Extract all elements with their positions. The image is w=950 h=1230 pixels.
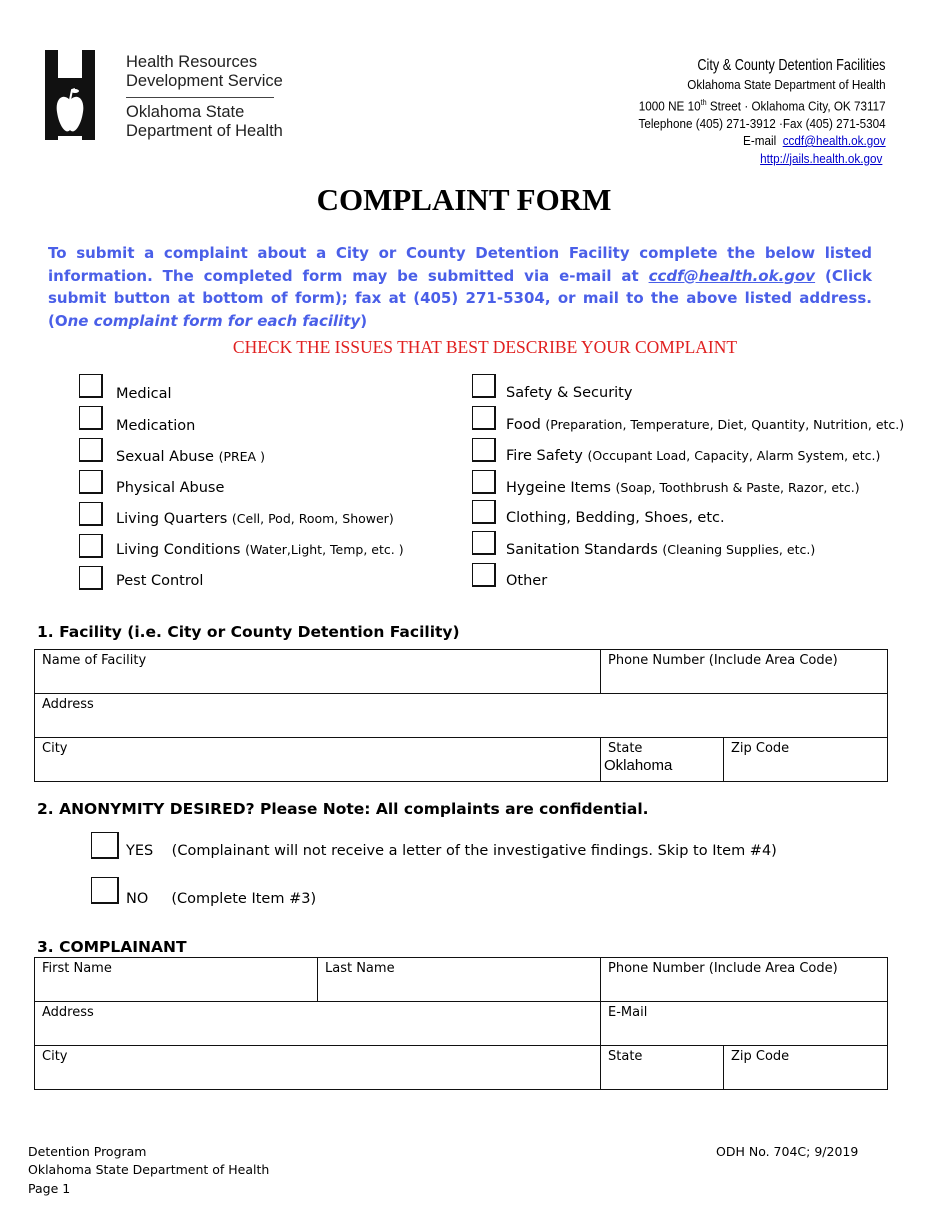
issue-medication-label: Medication bbox=[116, 418, 196, 434]
anonymity-no-label: NO (Complete Item #3) bbox=[126, 891, 317, 907]
issue-other-checkbox[interactable] bbox=[472, 563, 496, 587]
website-line bbox=[639, 150, 886, 168]
intro-instructions: To submit a complaint about a City or County Detention Facility complete the below listed information. The completed form may be submitted via e-mail at ccdf@health.ok.gov (Click submit button at bottom of form); fax at (405) 271-5304, or mail to the above listed address. (One complaint form for each facility) bbox=[48, 244, 872, 330]
complainant-first-name-field[interactable]: First Name bbox=[35, 958, 318, 1002]
footer-page: Page 1 bbox=[28, 1180, 71, 1196]
footer-form-number: ODH No. 704C; 9/2019 bbox=[716, 1144, 859, 1159]
issue-medication-checkbox[interactable] bbox=[79, 406, 103, 430]
issue-living-conditions-label: Living Conditions (Water,Light, Temp, etc. ) bbox=[116, 542, 404, 558]
intro-email-link[interactable]: ccdf@health.ok.gov bbox=[648, 266, 816, 285]
issue-safety-security-checkbox[interactable] bbox=[472, 374, 496, 398]
logo-line-2: Development Service bbox=[126, 72, 283, 90]
odh-logo bbox=[45, 50, 95, 140]
facility-city-field[interactable]: City bbox=[35, 738, 601, 782]
issue-safety-security-label: Safety & Security bbox=[506, 385, 633, 401]
section-3-title: 3. COMPLAINANT bbox=[37, 938, 187, 956]
phone-fax: Telephone (405) 271-3912 ·Fax (405) 271-5304 bbox=[638, 115, 886, 131]
issue-clothing-label: Clothing, Bedding, Shoes, etc. bbox=[506, 510, 725, 526]
complainant-zip-field[interactable]: Zip Code bbox=[724, 1046, 888, 1090]
section-1-title: 1. Facility (i.e. City or County Detention Facility) bbox=[37, 623, 460, 641]
issue-pest-control-checkbox[interactable] bbox=[79, 566, 103, 590]
contact-block bbox=[611, 56, 886, 167]
complainant-address-field[interactable]: Address bbox=[35, 1002, 601, 1046]
issue-food-checkbox[interactable] bbox=[472, 406, 496, 430]
section-2-title: 2. ANONYMITY DESIRED? Please Note: All complaints are confidential. bbox=[37, 800, 649, 818]
footer-program: Detention Program bbox=[28, 1144, 147, 1159]
page-title: COMPLAINT FORM bbox=[316, 182, 612, 217]
complainant-phone-field[interactable]: Phone Number (Include Area Code) bbox=[601, 958, 888, 1002]
logo-line-1: Health Resources bbox=[126, 53, 258, 71]
facility-state-field[interactable]: State Oklahoma bbox=[601, 738, 724, 782]
anonymity-no-checkbox[interactable] bbox=[91, 877, 119, 904]
issue-physical-abuse-label: Physical Abuse bbox=[116, 480, 225, 496]
facility-address-field[interactable]: Address bbox=[35, 694, 888, 738]
complainant-last-name-field[interactable]: Last Name bbox=[318, 958, 601, 1002]
dept-name: Oklahoma State Department of Health bbox=[687, 77, 886, 92]
issue-living-quarters-checkbox[interactable] bbox=[79, 502, 103, 526]
issue-food-label: Food (Preparation, Temperature, Diet, Quantity, Nutrition, etc.) bbox=[506, 417, 905, 433]
issue-sanitation-label: Sanitation Standards (Cleaning Supplies, etc.) bbox=[506, 542, 816, 558]
issue-clothing-checkbox[interactable] bbox=[472, 500, 496, 524]
issue-fire-safety-label: Fire Safety (Occupant Load, Capacity, Alarm System, etc.) bbox=[506, 448, 881, 464]
issue-medical-label: Medical bbox=[116, 386, 172, 402]
issue-sexual-abuse-checkbox[interactable] bbox=[79, 438, 103, 462]
issue-hygeine-items-checkbox[interactable] bbox=[472, 470, 496, 494]
org-name: City & County Detention Facilities bbox=[697, 57, 886, 74]
anonymity-yes-checkbox[interactable] bbox=[91, 832, 119, 859]
apple-logo-icon bbox=[45, 50, 95, 140]
footer-left bbox=[28, 1143, 269, 1198]
logo-divider bbox=[126, 97, 274, 98]
issue-other-label: Other bbox=[506, 573, 548, 589]
facility-state-value: Oklahoma bbox=[604, 757, 673, 774]
complainant-city-field[interactable]: City bbox=[35, 1046, 601, 1090]
issue-sanitation-checkbox[interactable] bbox=[472, 531, 496, 555]
complainant-state-field[interactable]: State bbox=[601, 1046, 724, 1090]
facility-name-field[interactable]: Name of Facility bbox=[35, 650, 601, 694]
logo-wordmark bbox=[126, 53, 296, 141]
issue-medical-checkbox[interactable] bbox=[79, 374, 103, 398]
complainant-email-field[interactable]: E-Mail bbox=[601, 1002, 888, 1046]
issue-living-quarters-label: Living Quarters (Cell, Pod, Room, Shower) bbox=[116, 511, 394, 527]
street-address: 1000 NE 10th Street · Oklahoma City, OK 73117 bbox=[639, 97, 886, 113]
email-line: E-mail ccdf@health.ok.gov bbox=[743, 133, 886, 149]
anonymity-yes-label: YES (Complainant will not receive a letter of the investigative findings. Skip to Item #4) bbox=[126, 843, 777, 859]
logo-line-4: Department of Health bbox=[126, 122, 283, 140]
footer-dept: Oklahoma State Department of Health bbox=[28, 1162, 270, 1178]
issue-sexual-abuse-label: Sexual Abuse (PREA ) bbox=[116, 449, 265, 465]
issues-heading: CHECK THE ISSUES THAT BEST DESCRIBE YOUR COMPLAINT bbox=[232, 337, 738, 357]
issue-physical-abuse-checkbox[interactable] bbox=[79, 470, 103, 494]
facility-zip-field[interactable]: Zip Code bbox=[724, 738, 888, 782]
issue-hygeine-items-label: Hygeine Items (Soap, Toothbrush & Paste, Razor, etc.) bbox=[506, 480, 860, 496]
issue-pest-control-label: Pest Control bbox=[116, 573, 204, 589]
website-link[interactable]: http://jails.health.ok.gov bbox=[760, 150, 883, 166]
header-email-link[interactable]: ccdf@health.ok.gov bbox=[783, 133, 886, 149]
facility-table bbox=[34, 649, 888, 782]
issue-fire-safety-checkbox[interactable] bbox=[472, 438, 496, 462]
facility-phone-field[interactable]: Phone Number (Include Area Code) bbox=[601, 650, 888, 694]
issue-living-conditions-checkbox[interactable] bbox=[79, 534, 103, 558]
complainant-table bbox=[34, 957, 888, 1090]
logo-line-3: Oklahoma State bbox=[126, 103, 245, 121]
